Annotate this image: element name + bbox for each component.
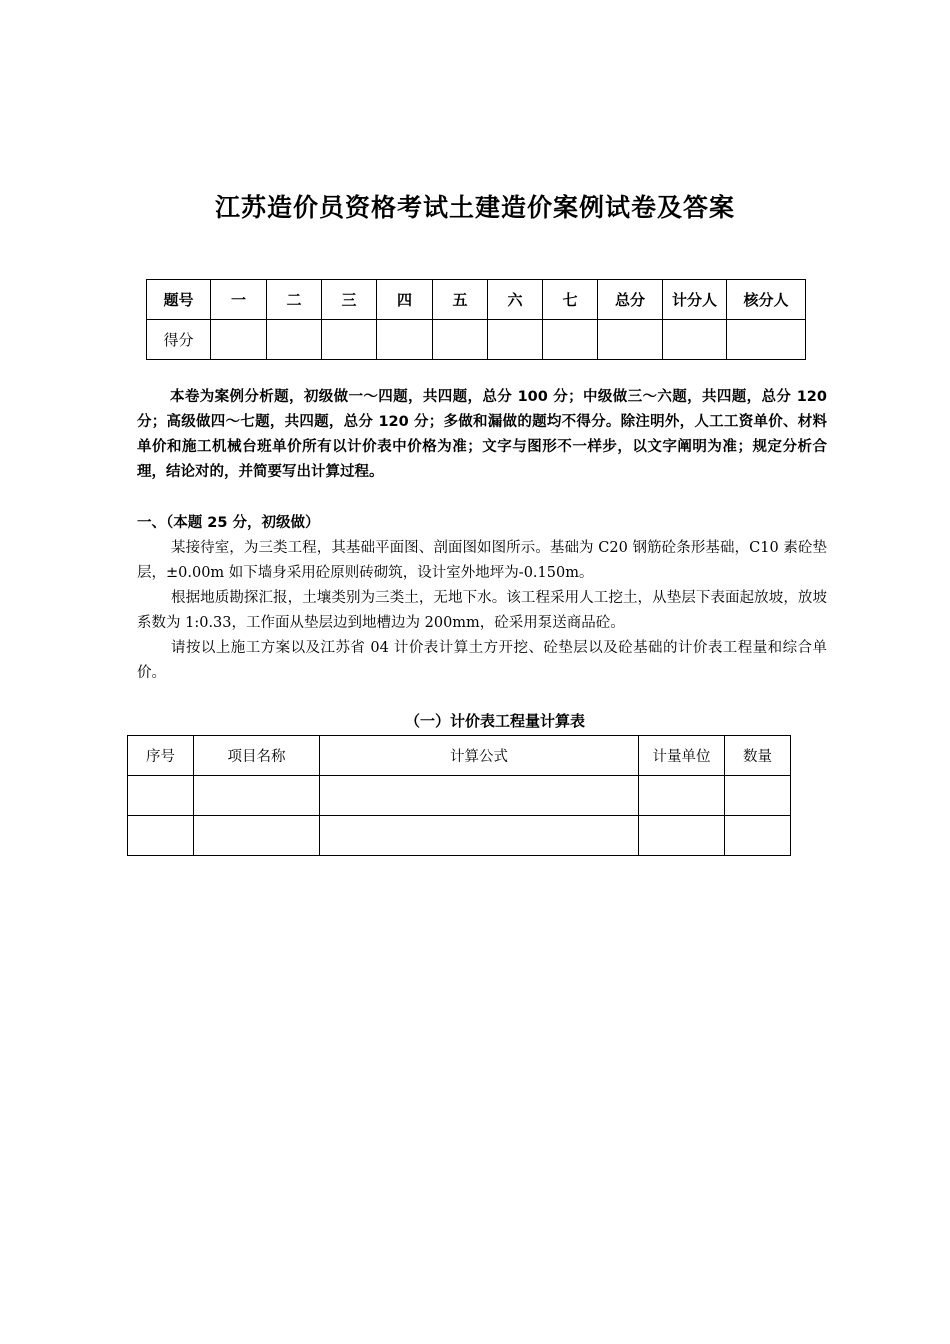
calc-header-cell: 计算公式	[320, 736, 639, 776]
score-table-header-row	[147, 280, 806, 320]
calc-cell[interactable]	[128, 816, 194, 856]
score-header-cell: 二	[267, 280, 322, 320]
calc-cell[interactable]	[639, 816, 725, 856]
section-1-heading: 一、（本题 25 分，初级做）	[137, 515, 320, 531]
score-row-label: 得分	[147, 320, 211, 360]
score-cell[interactable]	[488, 320, 543, 360]
section-1-paragraph: 请按以上施工方案以及江苏省 04 计价表计算土方开挖、砼垫层以及砼基础的计价表工程量和综合单价。	[137, 640, 827, 681]
calc-cell[interactable]	[320, 776, 639, 816]
score-header-cell: 总分	[598, 280, 663, 320]
calc-cell[interactable]	[128, 776, 194, 816]
calc-table	[127, 735, 791, 856]
score-header-cell: 四	[377, 280, 433, 320]
calc-table-header-row	[128, 736, 791, 776]
table-row	[128, 816, 791, 856]
calc-header-cell: 项目名称	[194, 736, 320, 776]
calc-header-cell: 序号	[128, 736, 194, 776]
score-header-cell: 核分人	[727, 280, 806, 320]
score-cell[interactable]	[377, 320, 433, 360]
score-cell[interactable]	[598, 320, 663, 360]
section-1-paragraph: 某接待室，为三类工程，其基础平面图、剖面图如图所示。基础为 C20 钢筋砼条形基础，C10 素砼垫层，±0.00m 如下墙身采用砼原则砖砌筑，设计室外地坪为-0.150m。	[137, 540, 827, 581]
score-header-cell: 三	[322, 280, 377, 320]
score-cell[interactable]	[663, 320, 727, 360]
score-cell[interactable]	[543, 320, 598, 360]
calc-cell[interactable]	[194, 776, 320, 816]
section-1-paragraph: 根据地质勘探汇报，土壤类别为三类土，无地下水。该工程采用人工挖土，从垫层下表面起放坡，放坡系数为 1:0.33，工作面从垫层边到地槽边为 200mm，砼采用泵送商品砼。	[137, 590, 827, 631]
score-header-cell: 七	[543, 280, 598, 320]
exam-instructions: 本卷为案例分析题，初级做一～四题，共四题，总分 100 分；中级做三～六题，共四题，总分 120 分；高级做四～七题，共四题，总分 120 分；多做和漏做的题均不得分。除注明外，人工工资单价、材料单价和施工机械台班单价所有以计价表中价格为准；文字与图形不一样步，以文字阐明为准；规定分析合理，结论对的，并简要写出计算过程。	[137, 389, 827, 480]
document-title: 江苏造价员资格考试土建造价案例试卷及答案	[214, 193, 735, 222]
score-header-cell: 六	[488, 280, 543, 320]
score-cell[interactable]	[727, 320, 806, 360]
table-row	[128, 776, 791, 816]
score-cell[interactable]	[267, 320, 322, 360]
calc-header-cell: 数量	[725, 736, 791, 776]
calc-header-cell: 计量单位	[639, 736, 725, 776]
calc-cell[interactable]	[725, 816, 791, 856]
score-table	[146, 279, 806, 360]
score-cell[interactable]	[433, 320, 488, 360]
calc-table-caption: （一）计价表工程量计算表	[404, 712, 585, 730]
score-header-cell: 计分人	[663, 280, 727, 320]
calc-cell[interactable]	[725, 776, 791, 816]
score-cell[interactable]	[211, 320, 267, 360]
score-table-score-row	[147, 320, 806, 360]
calc-cell[interactable]	[639, 776, 725, 816]
score-header-cell: 一	[211, 280, 267, 320]
score-header-cell: 五	[433, 280, 488, 320]
score-cell[interactable]	[322, 320, 377, 360]
calc-cell[interactable]	[320, 816, 639, 856]
calc-cell[interactable]	[194, 816, 320, 856]
score-header-cell: 题号	[147, 280, 211, 320]
